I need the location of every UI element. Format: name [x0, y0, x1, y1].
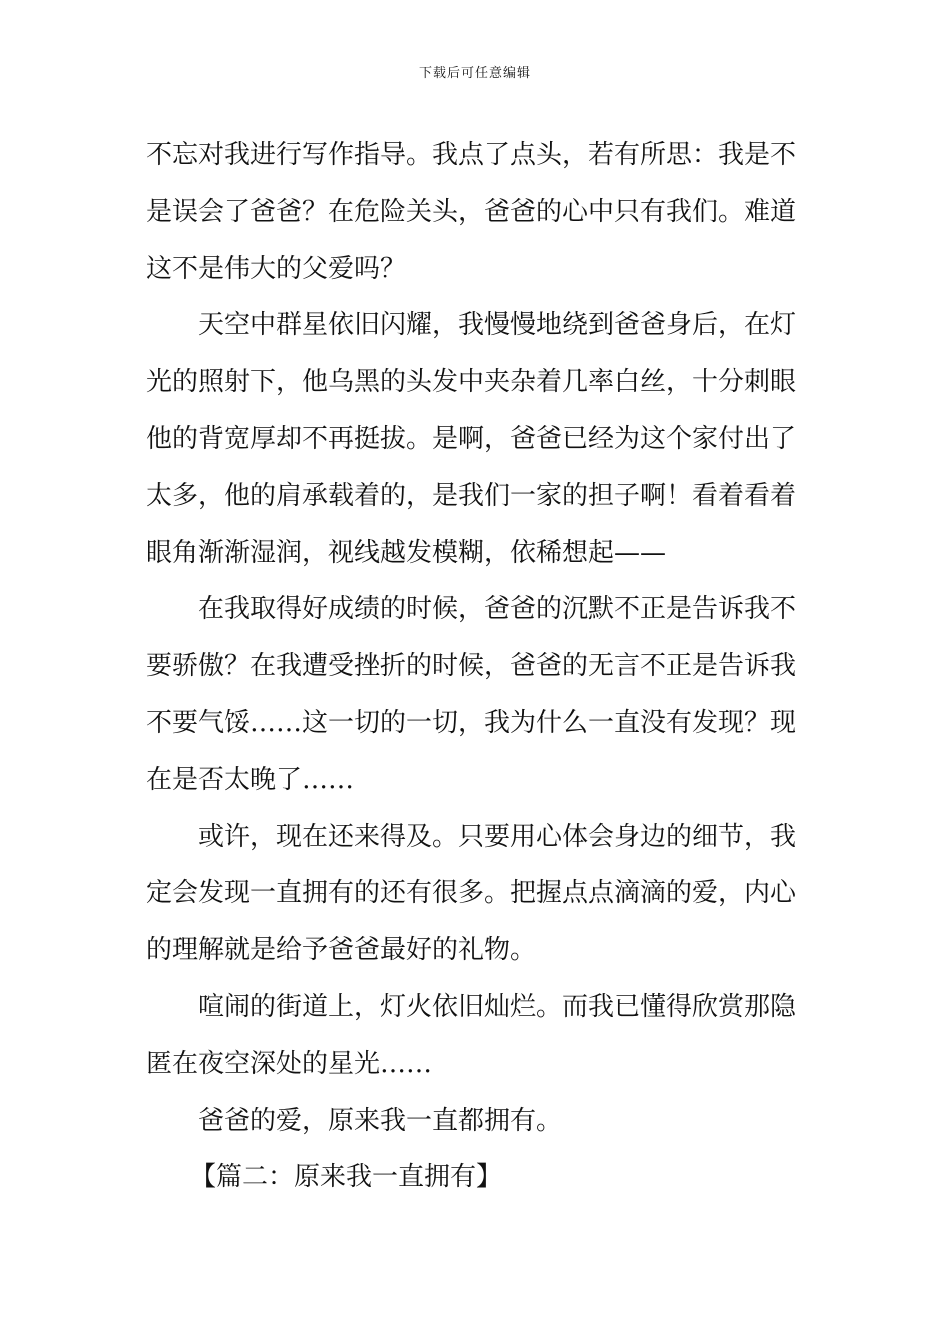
section-heading: [146, 1149, 806, 1206]
paragraph: [146, 127, 806, 297]
paragraph: [146, 809, 806, 979]
text-line: 不要气馁……这一切的一切，我为什么一直没有发现？现: [146, 707, 797, 738]
text-line: 要骄傲？在我遭受挫折的时候，爸爸的无言不正是告诉我: [146, 651, 797, 682]
page-header: 下载后可任意编辑: [418, 66, 531, 81]
paragraph: [146, 297, 806, 581]
text-line: 他的背宽厚却不再挺拔。是啊，爸爸已经为这个家付出了: [146, 423, 797, 454]
text-line: 匿在夜空深处的星光……: [146, 1048, 433, 1079]
paragraph: [146, 979, 806, 1093]
text-line: 或许，现在还来得及。只要用心体会身边的细节，我: [198, 821, 797, 852]
text-line: 不忘对我进行写作指导。我点了点头，若有所思：我是不: [146, 140, 797, 170]
section-heading-text: 【篇二：原来我一直拥有】: [190, 1162, 503, 1193]
text-line: 太多，他的肩承载着的，是我们一家的担子啊！看着看着: [146, 480, 797, 511]
paragraph: [146, 1093, 806, 1150]
text-line: 在是否太晚了……: [146, 764, 355, 795]
text-line: 天空中群星依旧闪耀，我慢慢地绕到爸爸身后，在灯: [198, 310, 797, 341]
text-line: 这不是伟大的父爱吗？: [146, 253, 407, 284]
text-line: 眼角渐渐湿润，视线越发模糊，依稀想起——: [146, 537, 667, 568]
text-line: 的理解就是给予爸爸最好的礼物。: [146, 935, 537, 966]
text-line: 爸爸的爱，原来我一直都拥有。: [198, 1105, 563, 1136]
document-body: [146, 127, 806, 1206]
text-line: 喧闹的街道上，灯火依旧灿烂。而我已懂得欣赏那隐: [198, 991, 797, 1022]
text-line: 光的照射下，他乌黑的头发中夹杂着几率白丝，十分刺眼: [146, 367, 797, 398]
paragraph: [146, 581, 806, 808]
text-line: 在我取得好成绩的时候，爸爸的沉默不正是告诉我不: [198, 594, 797, 625]
text-line: 定会发现一直拥有的还有很多。把握点点滴滴的爱，内心: [146, 878, 797, 909]
text-line: 是误会了爸爸？在危险关头，爸爸的心中只有我们。难道: [146, 196, 797, 227]
